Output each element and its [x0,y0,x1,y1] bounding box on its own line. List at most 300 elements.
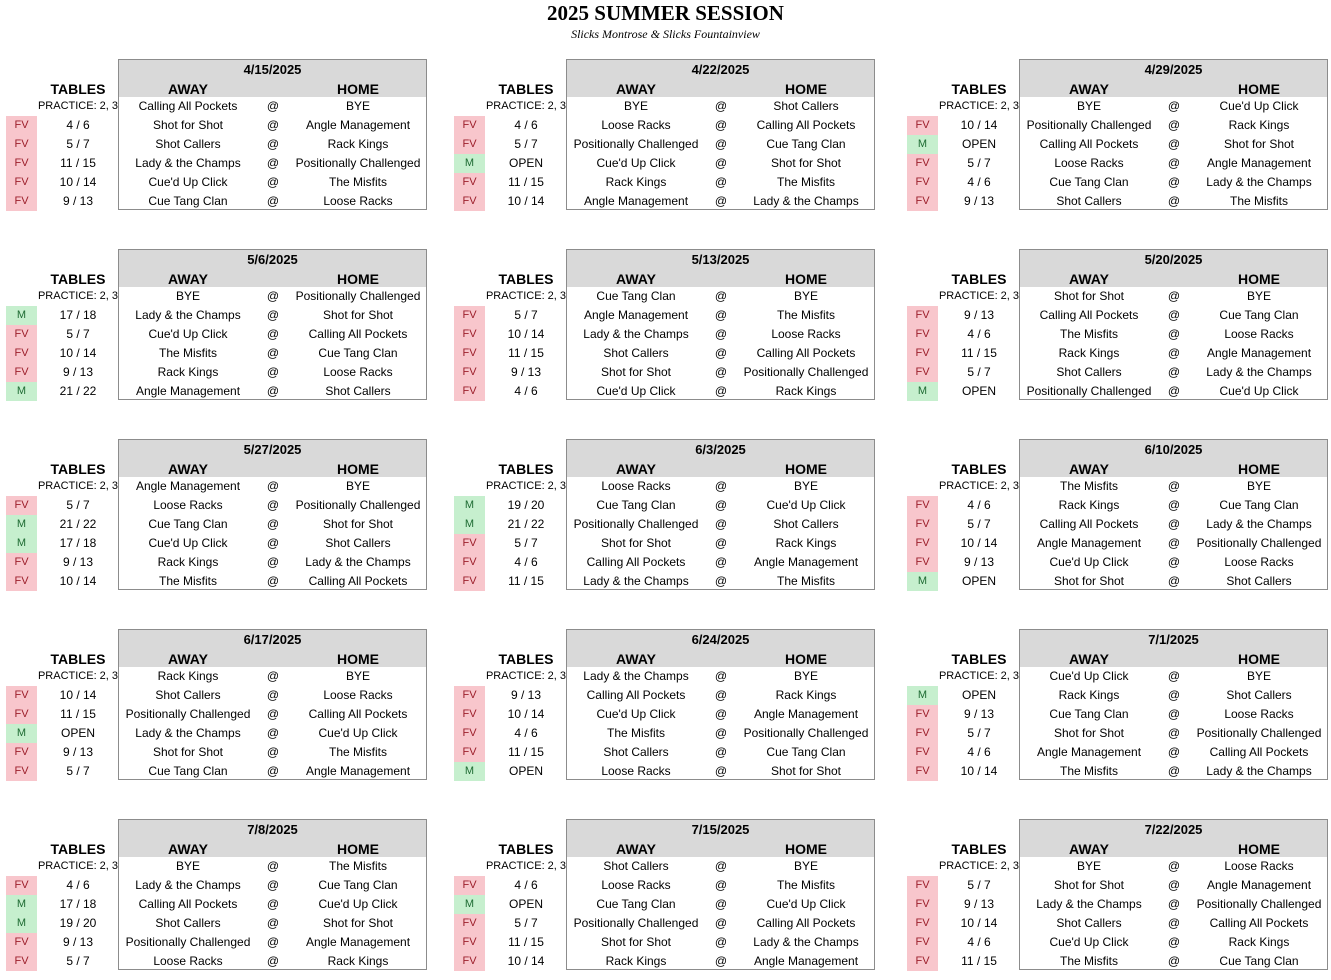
tables-header: TABLES [50,461,106,477]
home-team: Shot for Shot [770,764,842,778]
table-numbers: 4 / 6 [967,498,991,512]
home-team: The Misfits [776,574,835,588]
away-team: Lady & the Champs [135,308,241,322]
venue-badge: FV [907,173,938,192]
table-numbers: 10 / 14 [960,764,998,778]
at-symbol: @ [1167,517,1181,531]
table-numbers: 11 / 15 [508,745,544,759]
venue-badge: FV [6,135,37,154]
match-row [454,914,879,933]
away-header: AWAY [168,651,208,667]
at-symbol: @ [1167,175,1181,189]
away-team: Positionally Challenged [573,916,699,930]
venue-badge: M [454,496,485,515]
home-team: Positionally Challenged [295,498,421,512]
away-team: Cue'd Up Click [148,175,228,189]
match-row [6,952,431,971]
venue-badge: FV [454,382,485,401]
match-row [454,192,879,211]
home-team: Rack Kings [1228,118,1290,132]
table-numbers: 4 / 6 [66,118,90,132]
away-team: Angle Management [135,479,241,493]
venue-badge: FV [907,116,938,135]
match-row [907,363,1331,382]
away-team: Shot Callers [155,916,221,930]
table-numbers: 11 / 15 [60,156,96,170]
home-team: Rack Kings [327,954,389,968]
venue-badge: FV [6,876,37,895]
match-row [454,173,879,192]
home-team: Calling All Pockets [308,574,408,588]
venue-badge: M [6,914,37,933]
home-team: BYE [793,859,818,873]
match-row [6,154,431,173]
venue-badge: FV [6,933,37,952]
home-header: HOME [785,81,827,97]
home-team: BYE [1246,669,1271,683]
page-subtitle: Slicks Montrose & Slicks Fountainview [571,27,760,41]
away-header: AWAY [1069,651,1109,667]
table-numbers: 10 / 14 [59,688,97,702]
home-team: Angle Management [305,118,411,132]
home-team: BYE [345,669,370,683]
away-team: Cue Tang Clan [596,289,676,303]
home-team: Shot for Shot [770,156,842,170]
table-numbers: 10 / 14 [507,954,545,968]
at-symbol: @ [714,536,728,550]
venue-badge: FV [454,534,485,553]
away-team: Cue'd Up Click [596,707,676,721]
home-header: HOME [1238,271,1280,287]
table-numbers: 5 / 7 [66,954,90,968]
home-team: Positionally Challenged [1196,536,1322,550]
at-symbol: @ [1167,954,1181,968]
home-team: Shot Callers [325,536,391,550]
home-team: Rack Kings [775,536,837,550]
away-team: Rack Kings [157,555,219,569]
match-row [6,895,431,914]
home-team: Lady & the Champs [753,194,859,208]
away-team: Cue Tang Clan [1049,175,1129,189]
at-symbol: @ [714,327,728,341]
at-symbol: @ [714,916,728,930]
at-symbol: @ [714,194,728,208]
away-team: Lady & the Champs [583,574,689,588]
away-team: BYE [1076,99,1101,113]
table-numbers: 11 / 15 [508,346,544,360]
table-numbers: 4 / 6 [514,555,538,569]
away-team: Cue'd Up Click [596,384,676,398]
venue-badge: FV [907,705,938,724]
match-row [454,857,879,876]
away-team: Positionally Challenged [125,707,251,721]
home-team: Calling All Pockets [1209,745,1309,759]
home-team: Loose Racks [323,365,393,379]
match-row [907,306,1331,325]
table-numbers: OPEN [961,574,996,588]
at-symbol: @ [266,878,280,892]
match-row [907,553,1331,572]
table-numbers: 4 / 6 [514,878,538,892]
away-team: Rack Kings [605,175,667,189]
away-team: The Misfits [1059,327,1118,341]
away-team: Calling All Pockets [1039,308,1139,322]
venue-badge: FV [907,895,938,914]
away-team: Shot Callers [603,346,669,360]
at-symbol: @ [266,897,280,911]
week-date: 6/17/2025 [243,632,302,647]
match-row [454,667,879,686]
away-team: BYE [175,289,200,303]
table-numbers: 4 / 6 [66,878,90,892]
table-numbers: 10 / 14 [960,118,998,132]
week-block [907,819,1331,971]
home-team: Cue Tang Clan [318,878,398,892]
away-header: AWAY [616,841,656,857]
venue-badge: FV [907,192,938,211]
home-team: Angle Management [1206,878,1312,892]
away-team: Calling All Pockets [586,555,686,569]
match-row [907,686,1331,705]
away-team: BYE [175,859,200,873]
venue-badge: FV [907,363,938,382]
venue-badge: FV [907,496,938,515]
away-team: Shot Callers [1056,365,1122,379]
home-team: Positionally Challenged [743,726,869,740]
practice-tables: PRACTICE: 2, 3 [938,100,1020,112]
match-row [454,382,879,401]
table-numbers: 5 / 7 [967,517,991,531]
match-row [6,344,431,363]
venue-badge: FV [454,724,485,743]
at-symbol: @ [1167,555,1181,569]
at-symbol: @ [714,745,728,759]
venue-badge: FV [454,344,485,363]
tables-header: TABLES [951,271,1007,287]
home-team: Shot Callers [325,384,391,398]
away-team: Shot for Shot [600,935,672,949]
practice-tables: PRACTICE: 2, 3 [37,670,119,682]
venue-badge: FV [907,743,938,762]
home-team: Loose Racks [323,688,393,702]
at-symbol: @ [1167,764,1181,778]
match-row [454,287,879,306]
away-team: Rack Kings [605,954,667,968]
away-header: AWAY [616,651,656,667]
match-row [454,344,879,363]
table-numbers: OPEN [60,726,95,740]
at-symbol: @ [266,289,280,303]
venue-badge: M [6,515,37,534]
tables-header: TABLES [951,841,1007,857]
venue-badge: M [907,382,938,401]
away-team: Shot Callers [1056,194,1122,208]
home-team: Loose Racks [771,327,841,341]
at-symbol: @ [1167,289,1181,303]
match-row [454,515,879,534]
away-team: Cue'd Up Click [596,156,676,170]
home-team: Shot Callers [1226,574,1292,588]
venue-badge: FV [6,173,37,192]
home-header: HOME [785,271,827,287]
away-team: Angle Management [135,384,241,398]
away-team: Calling All Pockets [138,99,238,113]
match-row [454,743,879,762]
at-symbol: @ [266,745,280,759]
at-symbol: @ [1167,688,1181,702]
table-numbers: OPEN [508,764,543,778]
home-team: Loose Racks [1224,555,1294,569]
at-symbol: @ [714,574,728,588]
home-team: Rack Kings [327,137,389,151]
home-team: Calling All Pockets [1209,916,1309,930]
table-numbers: 9 / 13 [62,745,94,759]
venue-badge: FV [907,876,938,895]
table-numbers: 9 / 13 [963,194,995,208]
at-symbol: @ [266,574,280,588]
week-date: 5/6/2025 [247,252,298,267]
away-team: Lady & the Champs [135,726,241,740]
away-team: Cue Tang Clan [148,194,228,208]
away-header: AWAY [616,81,656,97]
away-team: Rack Kings [157,365,219,379]
away-team: BYE [1076,859,1101,873]
week-date: 5/27/2025 [243,442,302,457]
away-team: The Misfits [158,574,217,588]
home-team: Shot Callers [773,517,839,531]
away-header: AWAY [1069,271,1109,287]
home-team: BYE [345,479,370,493]
at-symbol: @ [714,897,728,911]
at-symbol: @ [714,308,728,322]
venue-badge: M [6,724,37,743]
away-team: The Misfits [1059,764,1118,778]
home-team: Lady & the Champs [1206,517,1312,531]
match-row [454,724,879,743]
home-team: BYE [793,479,818,493]
at-symbol: @ [1167,669,1181,683]
venue-badge: M [6,382,37,401]
match-row [907,743,1331,762]
match-row [6,97,431,116]
venue-badge: FV [6,344,37,363]
week-date: 7/15/2025 [691,822,750,837]
match-row [907,287,1331,306]
venue-badge: FV [6,743,37,762]
practice-tables: PRACTICE: 2, 3 [37,480,119,492]
match-row [907,116,1331,135]
home-team: Cue Tang Clan [1219,498,1299,512]
venue-badge: M [454,762,485,781]
home-header: HOME [785,461,827,477]
home-team: Cue'd Up Click [1219,99,1299,113]
tables-header: TABLES [50,81,106,97]
venue-badge: FV [454,705,485,724]
match-row [907,876,1331,895]
week-block [6,629,431,781]
away-team: The Misfits [158,346,217,360]
table-numbers: OPEN [508,897,543,911]
home-team: Shot for Shot [322,308,394,322]
match-row [6,572,431,591]
tables-header: TABLES [498,841,554,857]
venue-badge: FV [454,363,485,382]
table-numbers: 5 / 7 [66,498,90,512]
match-row [6,686,431,705]
match-row [907,952,1331,971]
venue-badge: FV [907,914,938,933]
table-numbers: 9 / 13 [62,365,94,379]
at-symbol: @ [266,156,280,170]
match-row [6,496,431,515]
venue-badge: FV [907,553,938,572]
home-team: Rack Kings [775,384,837,398]
match-row [454,154,879,173]
table-numbers: 9 / 13 [963,707,995,721]
home-header: HOME [785,651,827,667]
away-team: Cue'd Up Click [1049,669,1129,683]
venue-badge: FV [454,876,485,895]
away-header: AWAY [616,271,656,287]
home-team: Shot for Shot [1223,137,1295,151]
table-numbers: OPEN [961,137,996,151]
table-numbers: 4 / 6 [967,745,991,759]
match-row [454,363,879,382]
week-date: 4/15/2025 [243,62,302,77]
practice-tables: PRACTICE: 2, 3 [485,290,567,302]
away-team: Rack Kings [157,669,219,683]
match-row [6,116,431,135]
match-row [6,553,431,572]
match-row [907,154,1331,173]
venue-badge: FV [454,743,485,762]
home-header: HOME [785,841,827,857]
away-team: Cue Tang Clan [1049,707,1129,721]
home-team: Loose Racks [1224,327,1294,341]
practice-tables: PRACTICE: 2, 3 [37,100,119,112]
match-row [454,97,879,116]
home-team: Angle Management [753,555,859,569]
at-symbol: @ [714,498,728,512]
away-team: Positionally Challenged [125,935,251,949]
table-numbers: 5 / 7 [967,156,991,170]
at-symbol: @ [266,954,280,968]
match-row [907,477,1331,496]
home-header: HOME [337,461,379,477]
table-numbers: 21 / 22 [59,517,97,531]
at-symbol: @ [266,935,280,949]
match-row [454,895,879,914]
home-team: BYE [1246,289,1271,303]
away-team: Loose Racks [601,118,671,132]
away-team: Rack Kings [1058,346,1120,360]
venue-badge: FV [907,515,938,534]
at-symbol: @ [1167,536,1181,550]
practice-tables: PRACTICE: 2, 3 [938,290,1020,302]
at-symbol: @ [714,118,728,132]
at-symbol: @ [1167,327,1181,341]
venue-badge: M [454,895,485,914]
home-team: Shot Callers [1226,688,1292,702]
home-team: Rack Kings [1228,935,1290,949]
away-header: AWAY [168,81,208,97]
table-numbers: 10 / 14 [960,536,998,550]
week-block [6,59,431,211]
at-symbol: @ [714,365,728,379]
match-row [907,762,1331,781]
at-symbol: @ [714,137,728,151]
table-numbers: 5 / 7 [514,308,538,322]
home-header: HOME [1238,651,1280,667]
week-block [6,819,431,971]
match-row [907,97,1331,116]
venue-badge: FV [454,116,485,135]
at-symbol: @ [266,688,280,702]
match-row [454,477,879,496]
at-symbol: @ [266,137,280,151]
at-symbol: @ [266,916,280,930]
home-header: HOME [337,81,379,97]
at-symbol: @ [1167,859,1181,873]
home-header: HOME [1238,841,1280,857]
home-team: Positionally Challenged [295,289,421,303]
at-symbol: @ [714,726,728,740]
home-header: HOME [1238,461,1280,477]
table-numbers: 10 / 14 [59,175,97,189]
away-team: Positionally Challenged [1026,384,1152,398]
tables-header: TABLES [498,461,554,477]
home-team: Positionally Challenged [1196,726,1322,740]
tables-header: TABLES [498,271,554,287]
venue-badge: FV [6,192,37,211]
tables-header: TABLES [50,271,106,287]
away-team: Lady & the Champs [135,878,241,892]
away-team: BYE [623,99,648,113]
at-symbol: @ [266,327,280,341]
away-team: Angle Management [1036,745,1142,759]
venue-badge: FV [907,724,938,743]
away-team: Shot Callers [155,688,221,702]
table-numbers: 9 / 13 [62,555,94,569]
table-numbers: 17 / 18 [59,536,97,550]
at-symbol: @ [1167,194,1181,208]
away-header: AWAY [616,461,656,477]
match-row [907,572,1331,591]
match-row [907,135,1331,154]
match-row [454,876,879,895]
at-symbol: @ [266,726,280,740]
match-row [907,724,1331,743]
at-symbol: @ [266,308,280,322]
home-team: Lady & the Champs [1206,175,1312,189]
week-block [454,249,879,401]
venue-badge: FV [454,325,485,344]
page-title: 2025 SUMMER SESSION [547,1,784,25]
away-team: Calling All Pockets [586,688,686,702]
table-numbers: 5 / 7 [514,137,538,151]
match-row [6,724,431,743]
home-team: Calling All Pockets [756,916,856,930]
away-team: Calling All Pockets [138,897,238,911]
match-row [907,325,1331,344]
match-row [454,496,879,515]
table-numbers: 19 / 20 [507,498,545,512]
match-row [6,515,431,534]
at-symbol: @ [266,536,280,550]
home-team: Cue Tang Clan [766,137,846,151]
match-row [6,933,431,952]
home-team: Cue Tang Clan [1219,308,1299,322]
